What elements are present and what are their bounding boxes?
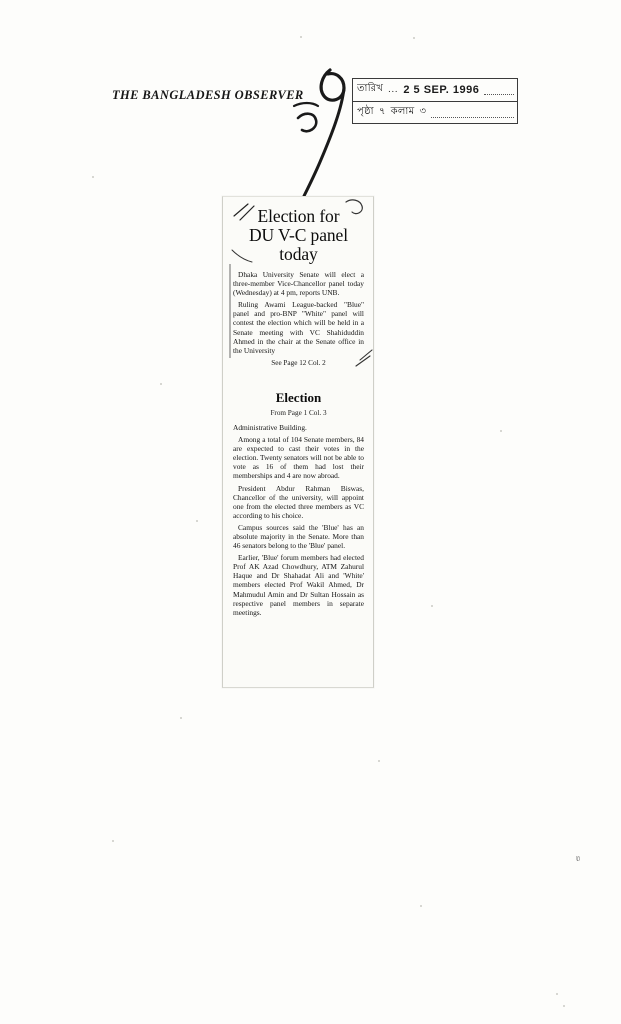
jump-paragraph: Administrative Building. bbox=[233, 422, 307, 432]
paper-speck bbox=[300, 36, 302, 38]
paper-speck bbox=[180, 717, 182, 719]
lead-paragraph: Dhaka University Senate will elect a three-member Vice-Chancellor panel today (Wednesday) at 4 pm, reports UNB. bbox=[233, 270, 364, 298]
jump-paragraph: President Abdur Rahman Biswas, Chancellor of the university, will appoint one from the elected three members as VC according to his choice. bbox=[233, 483, 364, 520]
stamp-page-value: ৭ bbox=[378, 106, 386, 117]
headline-line-3: today bbox=[279, 244, 318, 264]
stamp-fill-line bbox=[484, 84, 514, 95]
jump-paragraph: Among a total of 104 Senate members, 84 are expected to cast their votes in the election. Twenty senators will not be able to vote as 16 of them had lost their memberships and 4 are now abroad. bbox=[233, 435, 364, 481]
jump-from-line: From Page 1 Col. 3 bbox=[270, 408, 327, 417]
stamp-date-label: তারিখ bbox=[357, 83, 384, 94]
paper-speck bbox=[378, 760, 380, 762]
stamp-date-value: 2 5 SEP. 1996 bbox=[403, 83, 480, 96]
paper-speck bbox=[112, 840, 114, 842]
clipping-lead-body bbox=[233, 270, 364, 368]
paper-speck bbox=[556, 993, 558, 995]
paper-speck bbox=[563, 1005, 565, 1007]
jump-paragraph: Earlier, 'Blue' forum members had elected Prof AK Azad Chowdhury, ATM Zahurul Haque and Dr Shahadat Ali and 'White' members elected Prof Wakil Ahmed, Dr Mahmudul Amin and Dr Sultan Hossain as respective panel members in separate meetings. bbox=[233, 553, 364, 617]
jump-paragraph: Campus sources said the 'Blue' has an absolute majority in the Senate. More than 46 senators belong to the 'Blue' panel. bbox=[233, 522, 364, 551]
stamp-page-row bbox=[357, 101, 514, 124]
stamp-column-label: কলাম bbox=[390, 106, 415, 117]
see-page-reference: See Page 12 Col. 2 bbox=[271, 358, 326, 367]
stray-pen-mark: ʋ bbox=[576, 853, 581, 863]
paper-speck bbox=[413, 37, 415, 39]
paper-speck bbox=[196, 520, 198, 522]
stamp-dots: ... bbox=[388, 84, 399, 95]
paper-speck bbox=[160, 383, 162, 385]
headline-line-2: DU V-C panel bbox=[249, 225, 348, 245]
lead-paragraph: Ruling Awami League-backed "Blue" panel and pro-BNP "White" panel will contest the election which will be held in a Senate meeting with VC Shahiduddin Ahmed in the chair at the Senate office in the University bbox=[233, 300, 364, 355]
stamp-date-row bbox=[357, 78, 514, 101]
clipping-jump-body bbox=[233, 423, 364, 617]
paper-speck bbox=[500, 430, 502, 432]
date-stamp-box bbox=[352, 78, 518, 124]
jump-headline: Election bbox=[275, 389, 322, 405]
stamp-page-label: পৃষ্ঠা bbox=[357, 106, 374, 117]
newspaper-clipping bbox=[222, 196, 374, 688]
stamp-column-value: ৩ bbox=[419, 106, 427, 117]
stamp-fill-line bbox=[431, 107, 514, 118]
paper-speck bbox=[431, 605, 433, 607]
paper-speck bbox=[92, 176, 94, 178]
paper-speck bbox=[420, 905, 422, 907]
newspaper-masthead: THE BANGLADESH OBSERVER bbox=[112, 88, 304, 102]
clipping-headline bbox=[233, 207, 364, 264]
headline-line-1: Election for bbox=[257, 206, 340, 226]
